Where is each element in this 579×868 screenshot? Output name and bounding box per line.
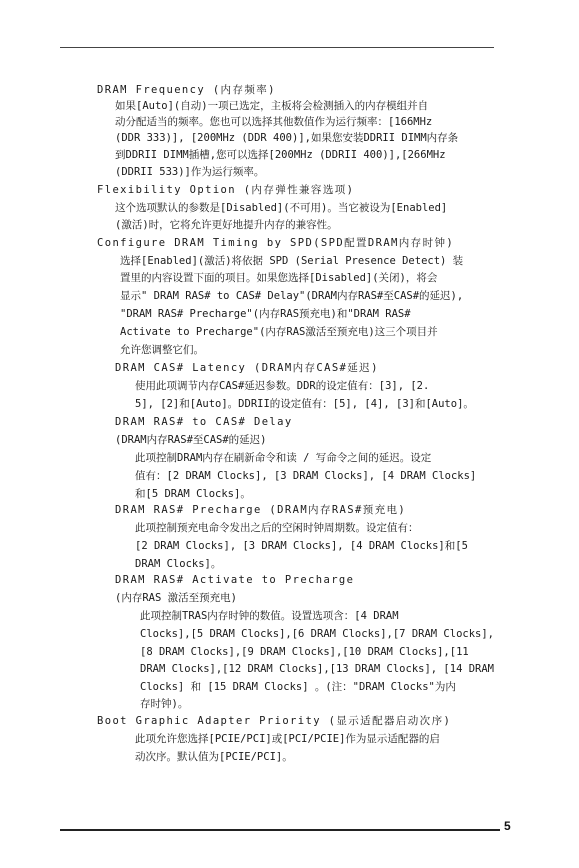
body-line: Activate to Precharge"(内存RAS激活至预充电)这三个项目并 [120,326,438,338]
body-line: 动分配适当的频率。您也可以选择其他数值作为运行频率：[166MHz [115,116,433,128]
heading-flexibility-option: Flexibility Option (内存弹性兼容选项) [97,184,355,196]
body-line: 值有：[2 DRAM Clocks], [3 DRAM Clocks], [4 DRAM Clocks] [135,470,477,482]
body-line: 这个选项默认的参数是[Disabled](不可用)。当它被设为[Enabled] [115,202,448,214]
heading-dram-ras-to-cas-delay: DRAM RAS# to CAS# Delay [115,416,293,428]
body-line: DRAM Clocks],[12 DRAM Clocks],[13 DRAM Clocks], [14 DRAM [140,663,495,675]
body-line: [2 DRAM Clocks], [3 DRAM Clocks], [4 DRAM Clocks]和[5 [135,540,468,552]
heading-boot-graphic-adapter-priority: Boot Graphic Adapter Priority (显示适配器启动次序) [97,715,452,727]
body-line: [8 DRAM Clocks],[9 DRAM Clocks],[10 DRAM Clocks],[11 [140,646,469,658]
body-line: 允许您调整它们。 [120,344,204,356]
body-line: 到DDRII DIMM插槽,您可以选择[200MHz (DDRII 400)],[266MHz [115,149,446,161]
body-line: (激活)时，它将允许更好地提升内存的兼容性。 [115,219,338,231]
body-line: 和[5 DRAM Clocks]。 [135,488,251,500]
heading-dram-ras-to-cas-delay-cn: (DRAM内存RAS#至CAS#的延迟) [115,434,267,446]
body-line: 显示" DRAM RAS# to CAS# Delay"(DRAM内存RAS#至CAS#的延迟), [120,290,464,302]
body-line: (DDRII 533)]作为运行频率。 [115,166,265,178]
body-line: (DDR 333)], [200MHz (DDR 400)],如果您安装DDRII DIMM内存条 [115,132,459,144]
heading-dram-cas-latency: DRAM CAS# Latency (DRAM内存CAS#延迟) [115,362,379,374]
page-number: 5 [504,819,511,833]
body-line: 存时钟)。 [140,698,189,710]
body-line: 此项控制DRAM内存在刷新命令和读 / 写命令之间的延迟。设定 [135,452,432,464]
body-line: 此项控制TRAS内存时钟的数值。设置选项含：[4 DRAM [140,610,399,622]
body-line: 此项允许您选择[PCIE/PCI]或[PCI/PCIE]作为显示适配器的启 [135,733,440,745]
body-line: Clocks] 和 [15 DRAM Clocks] 。(注："DRAM Clocks"为内 [140,681,456,693]
footer-rule [60,829,500,831]
body-line: 选择[Enabled](激活)将依据 SPD (Serial Presence Detect) 装 [120,255,464,267]
body-line: 此项控制预充电命令发出之后的空闲时钟周期数。设定值有： [135,522,419,534]
heading-configure-dram-timing: Configure DRAM Timing by SPD(SPD配置DRAM内存时钟) [97,237,455,249]
body-line: 动次序。默认值为[PCIE/PCI]。 [135,751,293,763]
header-rule [60,47,494,48]
heading-dram-ras-activate-to-precharge: DRAM RAS# Activate to Precharge [115,574,355,586]
body-line: 使用此项调节内存CAS#延迟参数。DDR的设定值有：[3], [2. [135,380,430,392]
heading-dram-ras-activate-to-precharge-cn: (内存RAS 激活至预充电) [115,592,237,604]
body-line: 如果[Auto](自动)一项已选定，主板将会检测插入的内存模组并自 [115,100,429,112]
heading-dram-ras-precharge: DRAM RAS# Precharge (DRAM内存RAS#预充电) [115,504,407,516]
body-line: Clocks],[5 DRAM Clocks],[6 DRAM Clocks],[7 DRAM Clocks], [140,628,495,640]
heading-dram-frequency: DRAM Frequency (内存频率) [97,84,276,96]
body-line: DRAM Clocks]。 [135,558,222,570]
body-line: 置里的内容设置下面的项目。如果您选择[Disabled](关闭)，将会 [120,272,438,284]
body-line: "DRAM RAS# Precharge"(内存RAS预充电)和"DRAM RAS# [120,308,411,320]
body-line: 5], [2]和[Auto]。DDRII的设定值有：[5], [4], [3]和[Auto]。 [135,398,474,410]
